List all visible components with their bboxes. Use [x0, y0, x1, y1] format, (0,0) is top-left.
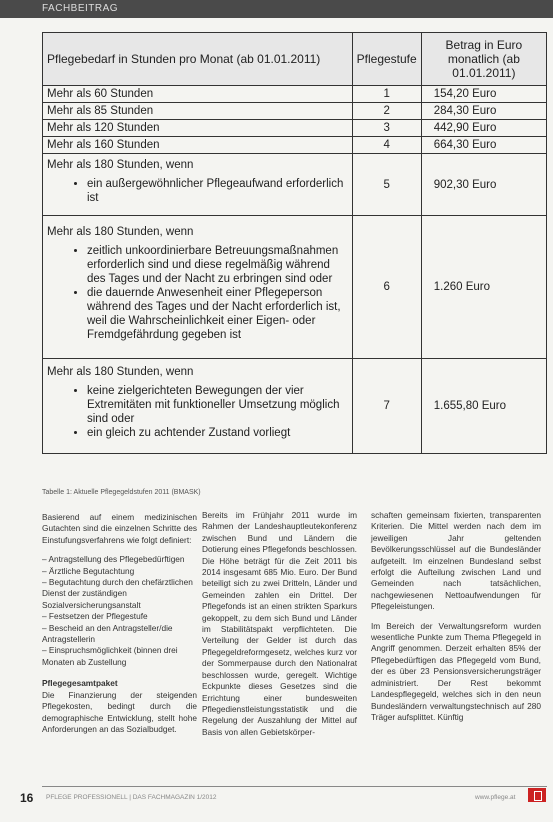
row-level: 4: [352, 137, 421, 154]
row-need: Mehr als 120 Stunden: [43, 120, 353, 137]
row-level: 1: [352, 86, 421, 103]
paragraph: Bereits im Frühjahr 2011 wurde im Rahmen der Landeshauptleutekonferenz zwischen Bund und Ländern die Dotierung eines Pflegefonds beschlossen. Die Höhe beträgt für die Zeit 2011 bis 2014 insgesamt 685 Mio. Euro. Der Bund beteiligt sich zu zwei Dritteln, Länder und Gemeinden zahlen ein Drittel. Der Pflegefonds ist an einen strikten Sparkurs gekoppelt, zu dem sich Bund und Länder im Stabilitätspakt verpflichteten. Die Verteilung der Gelder ist durch das Pflegegeldreformgesetz, welches kurz vor der Sommerpause durch den Nationalrat beschlossen wurde, geregelt. Wichtige Eckpunkte dieses Gesetzes sind die Errichtung einer bundesweiten Pflegedienstleistungsstatistik und die Regelung der Auszahlung der Mittel auf Basis von allen Gebietskörper-: [202, 510, 357, 737]
list-item: – Begutachtung durch den chefärztlichen Dienst der zuständigen Sozialversicherungsanstalt: [42, 577, 193, 610]
list-item: – Bescheid an den Antragsteller/die Antragstellerin: [42, 622, 173, 645]
footer-url[interactable]: www.pflege.at: [475, 794, 516, 801]
condition-item: • zeitlich unkoordinierbare Betreuungsmaßnahmen erforderlich sind und diese regelmäßig während des Tages und der Nacht zu erbringen sind oder: [87, 244, 348, 286]
paragraph: Im Bereich der Verwaltungsreform wurden wesentliche Punkte zum Thema Pflegegeld in Angriff genommen. Derzeit erhalten 85% der Pflegebedürftigen das Pflegegeld vom Bund, der es über 23 Pensionsversicherungsträger administriert. Der Rest bekommt Landespflegegeld, welches sich in den neun Bundesländern verwaltungstechnisch auf 280 Träger aufsplittet. Künftig: [371, 620, 541, 722]
row-amount: 442,90 Euro: [421, 120, 546, 137]
table-row: [43, 120, 547, 137]
section-title: FACHBEITRAG: [42, 3, 119, 14]
page-number: 16: [20, 791, 34, 805]
table-row: [43, 103, 547, 120]
header-level: Pflegestufe: [352, 33, 421, 86]
subheading: Pflegegesamtpaket: [42, 678, 118, 689]
paragraph: Basierend auf einem medizinischen Gutachten sind die einzelnen Schritte des Einstufungsverfahrens wie folgt definiert:: [42, 512, 197, 545]
publisher-logo-icon: [528, 788, 546, 802]
row-need: Mehr als 85 Stunden: [43, 103, 353, 120]
care-allowance-table: [42, 32, 547, 454]
list-item: – Festsetzen der Pflegestufe: [42, 611, 148, 622]
list-item: – Einspruchsmöglichkeit (binnen drei Monaten ab Zustellung: [42, 645, 178, 667]
row-need: [43, 154, 353, 216]
procedure-steps: [42, 554, 197, 668]
row-amount: 284,30 Euro: [421, 103, 546, 120]
text-column-1: [42, 512, 197, 743]
table-row: [43, 359, 547, 454]
header-amount: Betrag in Euro monatlich (ab 01.01.2011): [421, 33, 546, 86]
table-row: [43, 216, 547, 359]
row-amount: 902,30 Euro: [421, 154, 546, 216]
row-amount: 1.260 Euro: [421, 216, 546, 359]
row-level: 3: [352, 120, 421, 137]
row-level: 2: [352, 103, 421, 120]
table-row: [43, 154, 547, 216]
paragraph: schaften gemeinsam fixierten, transparenten Kriterien. Die Mittel werden nach dem im jeweiligen Jahr geltenden Bevölkerungsschlüssel auf die Bundesländer aufgeteilt. Im einzelnen Bundesland selbst erfolgt die Aufteilung zwischen Land und Gemeinden nach tatsächlichen, nachgewiesenen Nettoaufwendungen für Pflegeleistungen.: [371, 510, 541, 612]
condition-item: • keine zielgerichteten Bewegungen der vier Extremitäten mit funktioneller Umsetzung möglich sind oder: [87, 384, 348, 426]
row-conditions: [65, 244, 348, 342]
row-level: 6: [352, 216, 421, 359]
list-item: – Antragstellung des Pflegebedürftigen: [42, 554, 185, 565]
text-column-3: [371, 510, 541, 731]
section-header-bar: [0, 0, 553, 18]
row-amount: 1.655,80 Euro: [421, 359, 546, 454]
row-need: [43, 359, 353, 454]
row-conditions: [65, 177, 348, 205]
table-header-row: [43, 33, 547, 86]
footer-publication: PFLEGE PROFESSIONELL | DAS FACHMAGAZIN 1/2012: [46, 794, 217, 801]
condition-item: • die dauernde Anwesenheit einer Pflegeperson während des Tages und der Nacht erforderlich ist, weil die Wahrscheinlichkeit einer Eigen- oder Fremdgefährdung gegeben ist: [87, 286, 348, 342]
header-need: Pflegebedarf in Stunden pro Monat (ab 01.01.2011): [43, 33, 353, 86]
row-level: 7: [352, 359, 421, 454]
table-row: [43, 137, 547, 154]
row-need: Mehr als 60 Stunden: [43, 86, 353, 103]
paragraph: Die Finanzierung der steigenden Pflegekosten, bedingt durch die demographische Entwicklung, stellt hohe Anforderungen an das Sozialbudget.: [42, 689, 197, 734]
row-need: Mehr als 160 Stunden: [43, 137, 353, 154]
table-caption: Tabelle 1: Aktuelle Pflegegeldstufen 2011 (BMASK): [42, 489, 201, 496]
row-intro: Mehr als 180 Stunden, wenn: [47, 158, 194, 171]
text-column-2: [202, 510, 357, 746]
row-intro: Mehr als 180 Stunden, wenn: [47, 366, 194, 378]
condition-item: • ein außergewöhnlicher Pflegeaufwand erforderlich ist: [87, 177, 348, 205]
row-need: [43, 216, 353, 359]
row-amount: 154,20 Euro: [421, 86, 546, 103]
row-amount: 664,30 Euro: [421, 137, 546, 154]
row-level: 5: [352, 154, 421, 216]
condition-item: • ein gleich zu achtender Zustand vorliegt: [87, 426, 348, 440]
row-conditions: [65, 384, 348, 440]
row-intro: Mehr als 180 Stunden, wenn: [47, 226, 194, 238]
table-row: [43, 86, 547, 103]
footer-divider: [42, 786, 547, 787]
list-item: – Ärztliche Begutachtung: [42, 565, 135, 576]
